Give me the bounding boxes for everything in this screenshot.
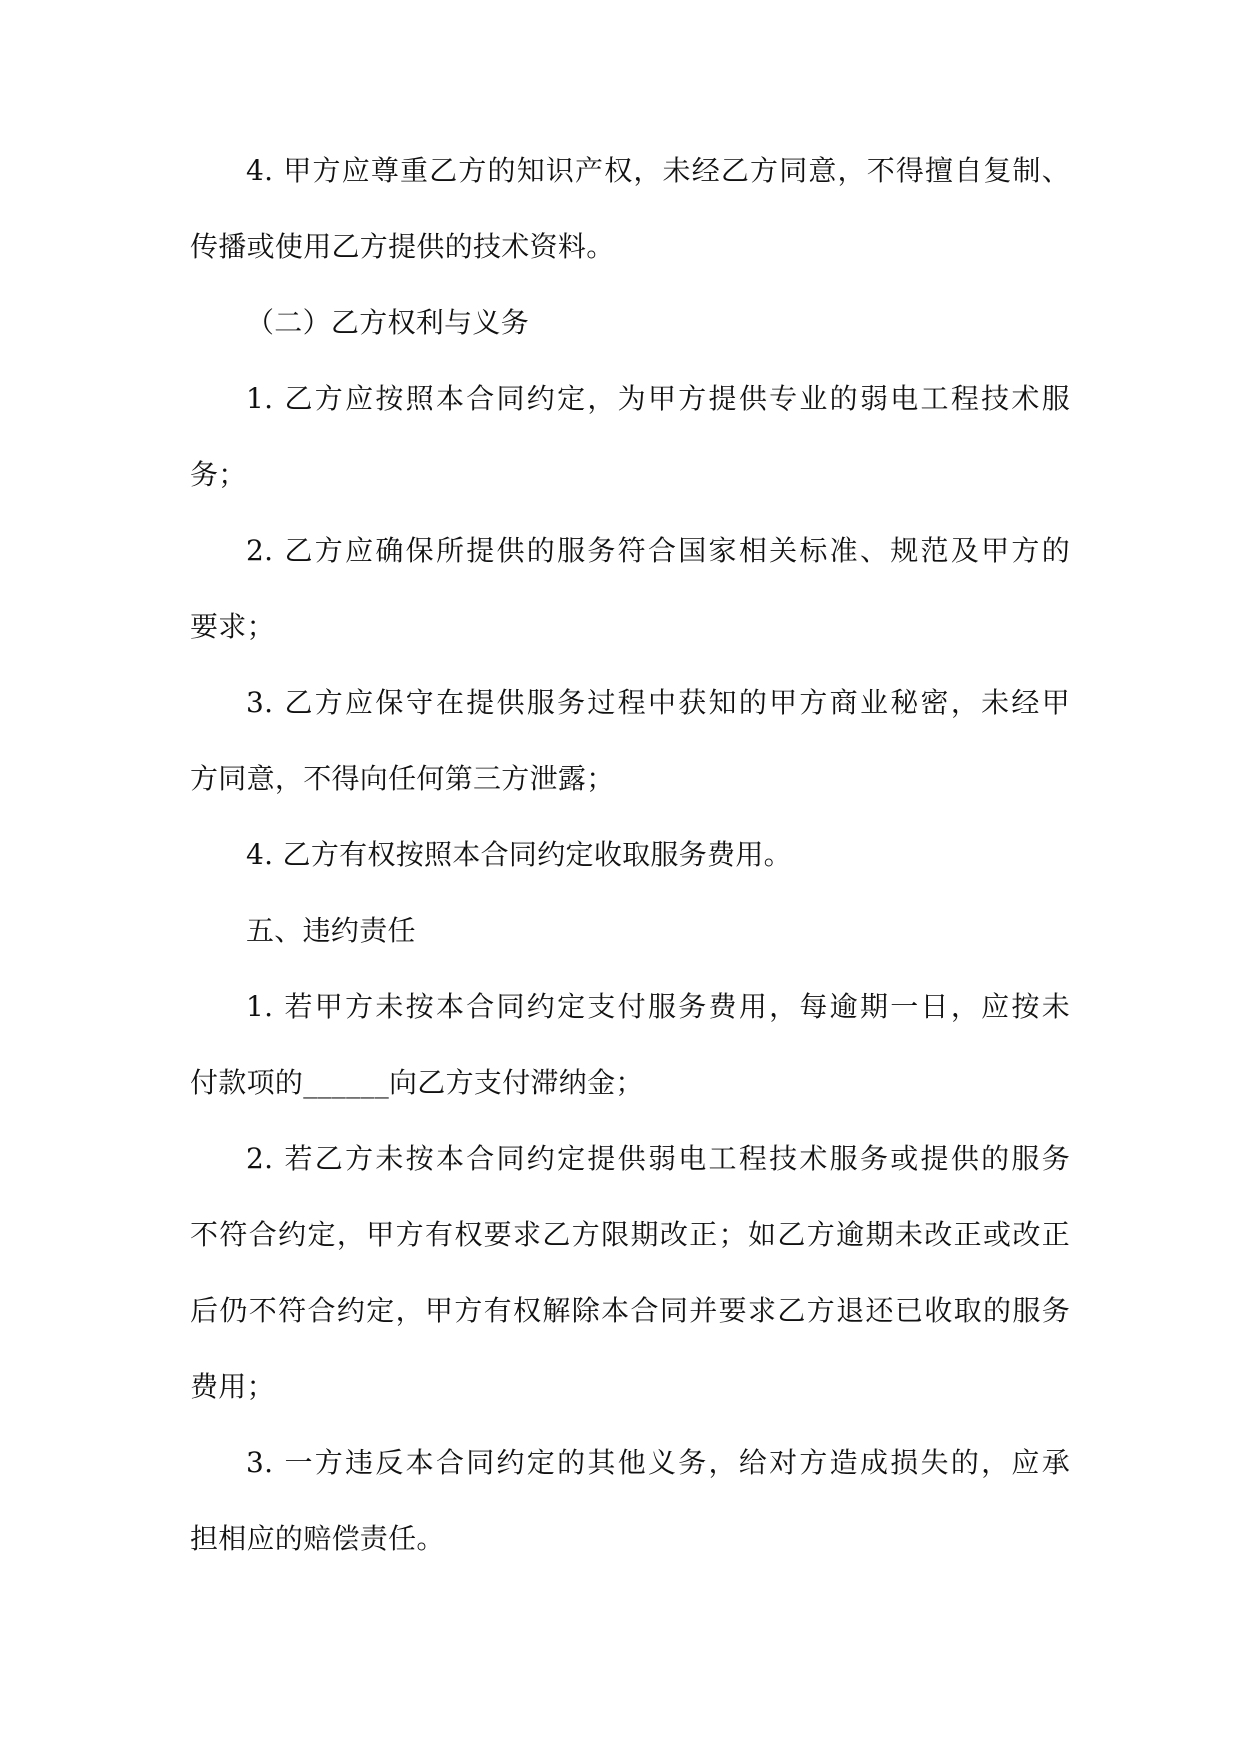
heading-party-b-rights-duties: （二）乙方权利与义务 <box>246 306 530 339</box>
clause-breach-2-line-1: 2. 若乙方未按本合同约定提供弱电工程技术服务或提供的服务 <box>246 1142 1070 1175</box>
clause-breach-2-line-3: 后仍不符合约定，甲方有权解除本合同并要求乙方退还已收取的服务 <box>190 1294 1070 1327</box>
clause-party-b-4-line-1: 4. 乙方有权按照本合同约定收取服务费用。 <box>246 838 792 871</box>
clause-party-a-4-line-2: 传播或使用乙方提供的技术资料。 <box>190 230 615 263</box>
clause-party-b-1-line-1: 1. 乙方应按照本合同约定，为甲方提供专业的弱电工程技术服 <box>246 382 1070 415</box>
clause-breach-1-line-2: 付款项的______向乙方支付滞纳金； <box>190 1066 644 1099</box>
clause-party-b-2-line-1: 2. 乙方应确保所提供的服务符合国家相关标准、规范及甲方的 <box>246 534 1070 567</box>
document-body <box>190 143 1070 1587</box>
heading-breach-liability: 五、违约责任 <box>246 914 416 947</box>
clause-party-b-3-line-1: 3. 乙方应保守在提供服务过程中获知的甲方商业秘密，未经甲 <box>246 686 1070 719</box>
clause-party-b-2-line-2: 要求； <box>190 610 275 643</box>
clause-breach-3-line-2: 担相应的赔偿责任。 <box>190 1522 445 1555</box>
clause-party-a-4-line-1: 4. 甲方应尊重乙方的知识产权，未经乙方同意，不得擅自复制、 <box>246 154 1070 187</box>
clause-breach-1-line-1: 1. 若甲方未按本合同约定支付服务费用，每逾期一日，应按未 <box>246 990 1070 1023</box>
clause-party-b-1-line-2: 务； <box>190 458 247 491</box>
clause-breach-2-line-4: 费用； <box>190 1370 275 1403</box>
clause-party-b-3-line-2: 方同意，不得向任何第三方泄露； <box>190 762 615 795</box>
clause-breach-3-line-1: 3. 一方违反本合同约定的其他义务，给对方造成损失的，应承 <box>246 1446 1070 1479</box>
clause-breach-2-line-2: 不符合约定，甲方有权要求乙方限期改正；如乙方逾期未改正或改正 <box>190 1218 1070 1251</box>
